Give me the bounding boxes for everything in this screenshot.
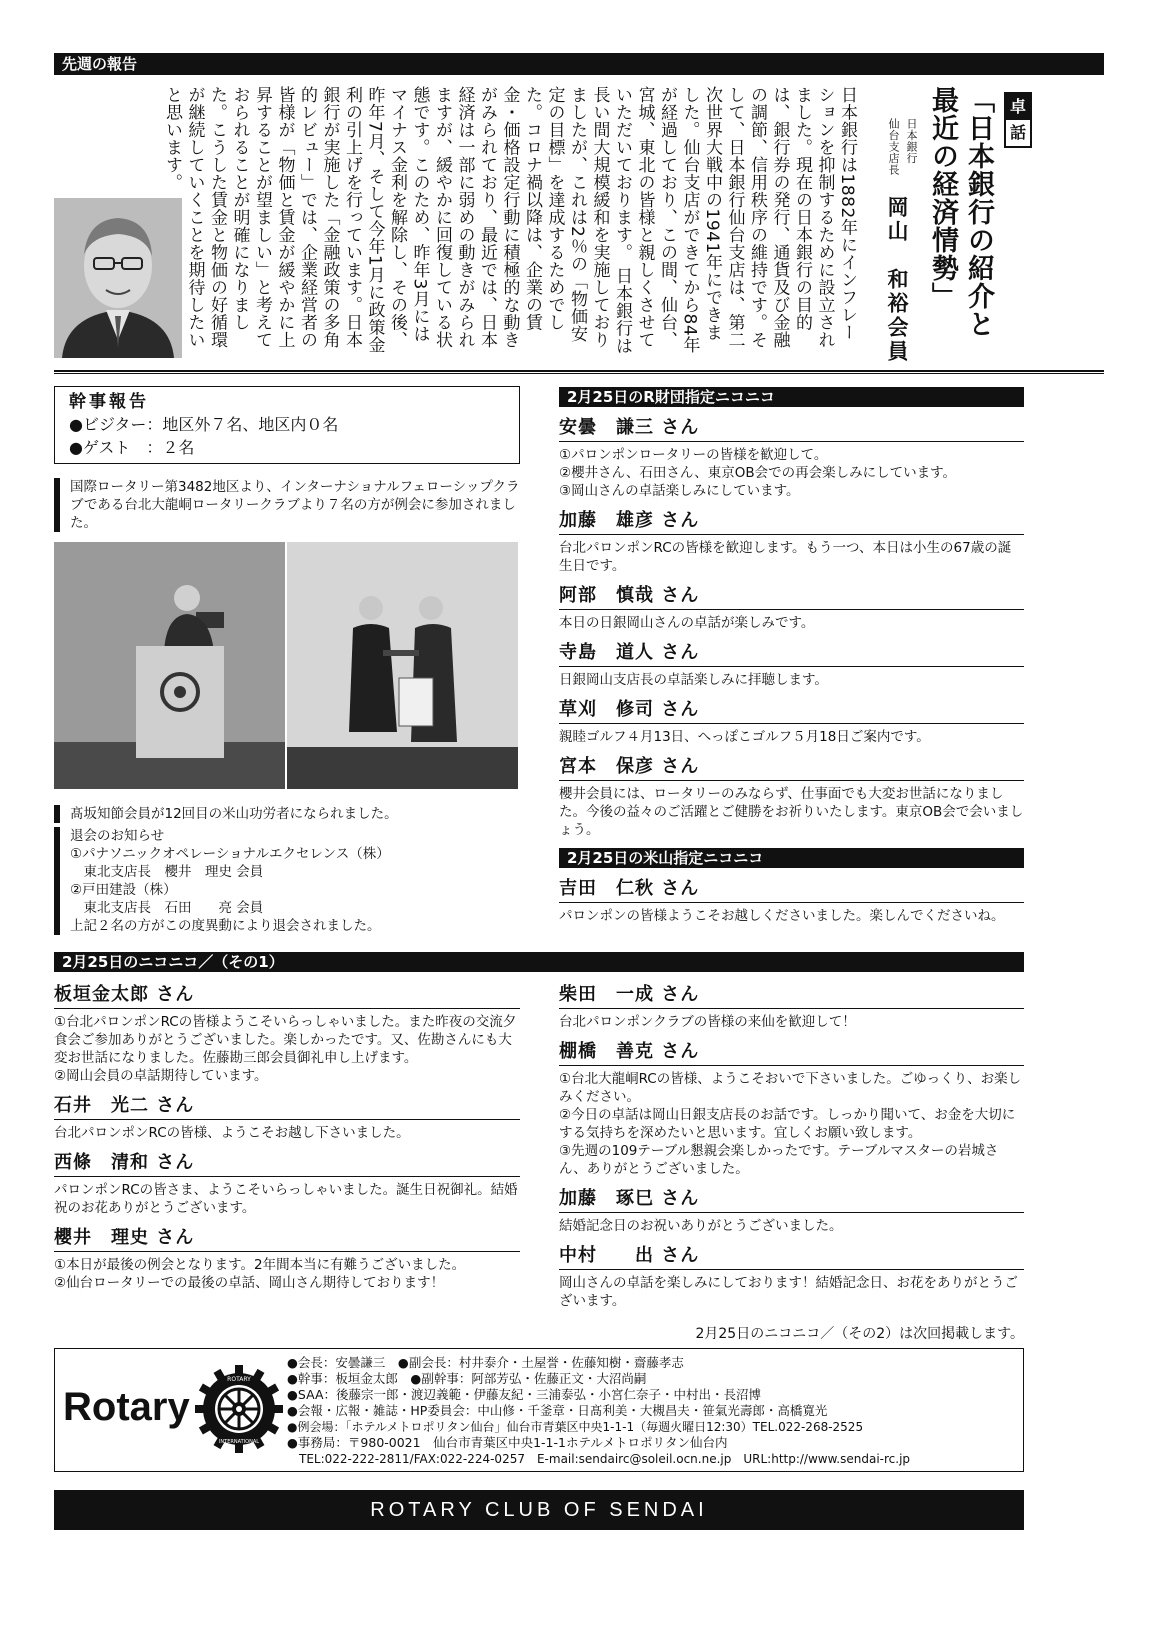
entry-name: 西條 清和 さん	[54, 1148, 520, 1177]
entry-name: 棚橋 善克 さん	[559, 1037, 1024, 1066]
niconico-entry	[54, 1091, 520, 1142]
secretary-report-box	[54, 386, 520, 464]
niconico-entry	[559, 1184, 1024, 1235]
secretary-title: 幹事報告	[69, 392, 149, 412]
officer-line: ●会報・広報・雑誌・HP委員会：中山修・千釜章・日髙利美・大槻昌夫・笹氣光壽郎・高橋寛光	[287, 1403, 828, 1418]
talk-body: 日本銀行は1882年にインフレーションを抑制するために設立されました。現在の日本銀行の目的は、銀行券の発行、通貨及び金融の調節、信用秩序の維持です。そして、日本銀行仙台支店は、第二次世界大戦中の1941年にできました。仙台支店ができてから84年が経過しており、この間、仙台、宮城、東北の皆様と親しくさせていただいております。 日本銀行は長い間大規模緩和を実施しておりましたが、これは2％の「物価安定の目標」を達成するためでした。コロナ禍以降は、企業の賃金・価格設定行動に積極的な動きがみられており、最近では、日本経済は一部に弱めの動きがみられますが、緩やかに回復している状態です。このため、昨年3月にはマイナス金利を解除し、その後、昨年7月、そして今年1月に政策金利の引上げを行っています。日本銀行が実施した「金融政策の多角的レビュー」では、企業経営者の皆様が「物価と賃金が緩やかに上昇することが望ましい」と考えておられることが明確になりました。こうした賃金と物価の好循環が継続していくことを期待したいと思います。	[162, 86, 857, 355]
section-header-niconico-1: 2月25日のニコニコ／（その1）	[54, 952, 1024, 972]
resignation-notice	[54, 827, 520, 935]
niconico-entry	[559, 980, 1024, 1031]
fellowship-note: 国際ロータリー第3482地区より、インターナショナルフェローシップクラブである台北大龍峒ロータリークラブより７名の方が例会に参加されました。	[54, 478, 520, 532]
speaker-affiliation-2: 仙台支店長	[887, 118, 900, 176]
speaker-affiliation-1: 日本銀行	[905, 118, 918, 164]
niconico-entry	[559, 1037, 1024, 1178]
talk-title: 「日本銀行の紹介と最近の経済情勢」	[927, 86, 994, 338]
entry-name: 加藤 琢巳 さん	[559, 1184, 1024, 1213]
footer-box	[54, 1348, 1024, 1472]
entry-name: 中村 出 さん	[559, 1241, 1024, 1270]
talk-badge	[1004, 92, 1032, 148]
resign-line-5: 東北支店長 石田 亮 会員	[70, 900, 264, 916]
section-header-yoneyama: 2月25日の米山指定ニコニコ	[559, 848, 1024, 868]
section-header-last-week: 先週の報告	[54, 53, 1104, 75]
club-name: ROTARY CLUB OF SENDAI	[370, 1499, 708, 1521]
secretary-visitors: ●ビジター：地区外７名、地区内０名	[69, 415, 339, 434]
officer-line: ●SAA：後藤宗一郎・渡辺義範・伊藤友紀・三浦泰弘・小宮仁奈子・中村出・長沼博	[287, 1387, 762, 1402]
r-foundation-entry	[559, 695, 1024, 746]
entry-message: 親睦ゴルフ４月13日、へっぽこゴルフ５月18日ご案内です。	[559, 729, 930, 745]
emblem-text-bottom: INTERNATIONAL	[218, 1439, 260, 1445]
officer-line: ●事務局：〒980-0021 仙台市青葉区中央1-1-1ホテルメトロポリタン仙台内	[287, 1435, 728, 1450]
talk-badge-char-1: 卓	[1006, 94, 1030, 120]
r-foundation-entry	[559, 506, 1024, 575]
event-photo-left	[54, 542, 285, 789]
niconico-entry	[54, 980, 520, 1085]
entry-name: 櫻井 理史 さん	[54, 1223, 520, 1252]
niconico-entry	[54, 1223, 520, 1292]
speaker-photo	[54, 198, 182, 358]
entry-message: 日銀岡山支店長の卓話楽しみに拝聴します。	[559, 672, 828, 688]
niconico-entry	[559, 1241, 1024, 1310]
contact-line: TEL:022-222-2811/FAX:022-224-0257 E-mail:sendairc@soleil.ocn.ne.jp URL:http://www.sendai-rc.jp	[299, 1452, 911, 1466]
officers-list	[287, 1355, 1017, 1467]
entry-message: ①台北大龍峒RCの皆様、ようこそおいで下さいました。ごゆっくり、お楽しみください。 ②今日の卓話は岡山日銀支店長のお話です。しっかり聞いて、お金を大切にする気持ちを深めたいと思います。宜しくお願い致します。 ③先週の109テーブル懇親会楽しかったです。テーブルマスターの岩城さん、ありがとうございました。	[559, 1071, 1022, 1177]
entry-name: 柴田 一成 さん	[559, 980, 1024, 1009]
entry-message: 結婚記念日のお祝いありがとうございました。	[559, 1218, 843, 1234]
section-header-r-foundation: 2月25日のR財団指定ニコニコ	[559, 387, 1024, 407]
talk-badge-char-2: 話	[1009, 123, 1026, 142]
entry-message: ①本日が最後の例会となります。2年間本当に有難うございました。 ②仙台ロータリーでの最後の卓話、岡山さん期待しております！	[54, 1257, 466, 1291]
entry-message: 本日の日銀岡山さんの卓話が楽しみです。	[559, 615, 815, 631]
r-foundation-entry	[559, 752, 1024, 839]
rotary-logo-text: Rotary	[63, 1385, 190, 1429]
officer-line: ●例会場：「ホテルメトロポリタン仙台」仙台市青葉区中央1-1-1（毎週火曜日12:30）TEL.022-268-2525	[287, 1420, 864, 1434]
secretary-guests: ●ゲスト ：２名	[69, 438, 195, 457]
entry-message: 台北パロンポンRCの皆様、ようこそお越し下さいました。	[54, 1125, 410, 1141]
event-photo-right	[287, 542, 518, 789]
divider-top	[54, 370, 1104, 374]
entry-name: 安曇 謙三 さん	[559, 413, 1024, 442]
r-foundation-list	[559, 413, 1024, 839]
entry-name: 寺島 道人 さん	[559, 638, 1024, 667]
resign-line-4: ②戸田建設（株）	[70, 882, 177, 898]
entry-message: ①パロンポンロータリーの皆様を歓迎して。 ②櫻井さん、石田さん、東京OB会での再会楽しみにしています。 ③岡山さんの卓話楽しみにしています。	[559, 447, 957, 499]
club-name-band	[54, 1490, 1024, 1530]
niconico-entry	[54, 1148, 520, 1217]
rotary-emblem-icon	[195, 1365, 283, 1453]
yoneyama-list	[559, 874, 1024, 925]
emblem-text-top: ROTARY	[227, 1376, 251, 1383]
entry-name: 阿部 慎哉 さん	[559, 581, 1024, 610]
entry-message: 台北パロンポンRCの皆様を歓迎します。もう一つ、本日は小生の67歳の誕生日です。	[559, 540, 1012, 574]
niconico-left-list	[54, 980, 520, 1292]
niconico-footnote: 2月25日のニコニコ／（その2）は次回掲載します。	[695, 1326, 1024, 1342]
award-note: 髙坂知節会員が12回目の米山功労者になられました。	[54, 805, 520, 823]
officer-line: ●会長：安曇謙三 ●副会長：村井泰介・土屋誉・佐藤知樹・齋藤孝志	[287, 1355, 684, 1370]
r-foundation-entry	[559, 638, 1024, 689]
entry-message: パロンポンRCの皆さま、ようこそいらっしゃいました。誕生日祝御礼。結婚祝のお花ありがとうございます。	[54, 1182, 518, 1216]
entry-name: 草刈 修司 さん	[559, 695, 1024, 724]
speaker-name: 岡山 和裕会員	[885, 196, 909, 364]
resign-line-2: ①パナソニックオペレーショナルエクセレンス（株）	[70, 846, 390, 862]
resign-line-6: 上記２名の方がこの度異動により退会されました。	[70, 918, 381, 934]
niconico-right-list	[559, 980, 1024, 1310]
entry-message: 台北パロンポンクラブの皆様の来仙を歓迎して！	[559, 1014, 856, 1030]
resign-line-1: 退会のお知らせ	[70, 828, 165, 844]
r-foundation-entry	[559, 581, 1024, 632]
entry-name: 加藤 雄彦 さん	[559, 506, 1024, 535]
entry-message: ①台北パロンポンRCの皆様ようこそいらっしゃいました。また昨夜の交流夕食会ご参加ありがとうございました。楽しかったです。又、佐勘さんにも大変お世話になりました。佐藤勘三郎会員御礼申し上げます。 ②岡山会員の卓話期待しています。	[54, 1014, 517, 1084]
entry-message: パロンポンの皆様ようこそお越しくださいました。楽しんでくださいね。	[559, 908, 1005, 924]
entry-message: 岡山さんの卓話を楽しみにしております！結婚記念日、お花をありがとうございます。	[559, 1275, 1018, 1309]
entry-name: 宮本 保彦 さん	[559, 752, 1024, 781]
entry-name: 石井 光二 さん	[54, 1091, 520, 1120]
officer-line: ●幹事：板垣金太郎 ●副幹事：阿部芳弘・佐藤正文・大沼尚嗣	[287, 1371, 647, 1386]
r-foundation-entry	[559, 413, 1024, 500]
entry-name: 板垣金太郎 さん	[54, 980, 520, 1009]
resign-line-3: 東北支店長 櫻井 理史 会員	[70, 864, 264, 880]
entry-name: 吉田 仁秋 さん	[559, 874, 1024, 903]
entry-message: 櫻井会員には、ロータリーのみならず、仕事面でも大変お世話になりました。今後の益々のご活躍とご健勝をお祈りいたします。東京OB会で会いましょう。	[559, 786, 1024, 838]
